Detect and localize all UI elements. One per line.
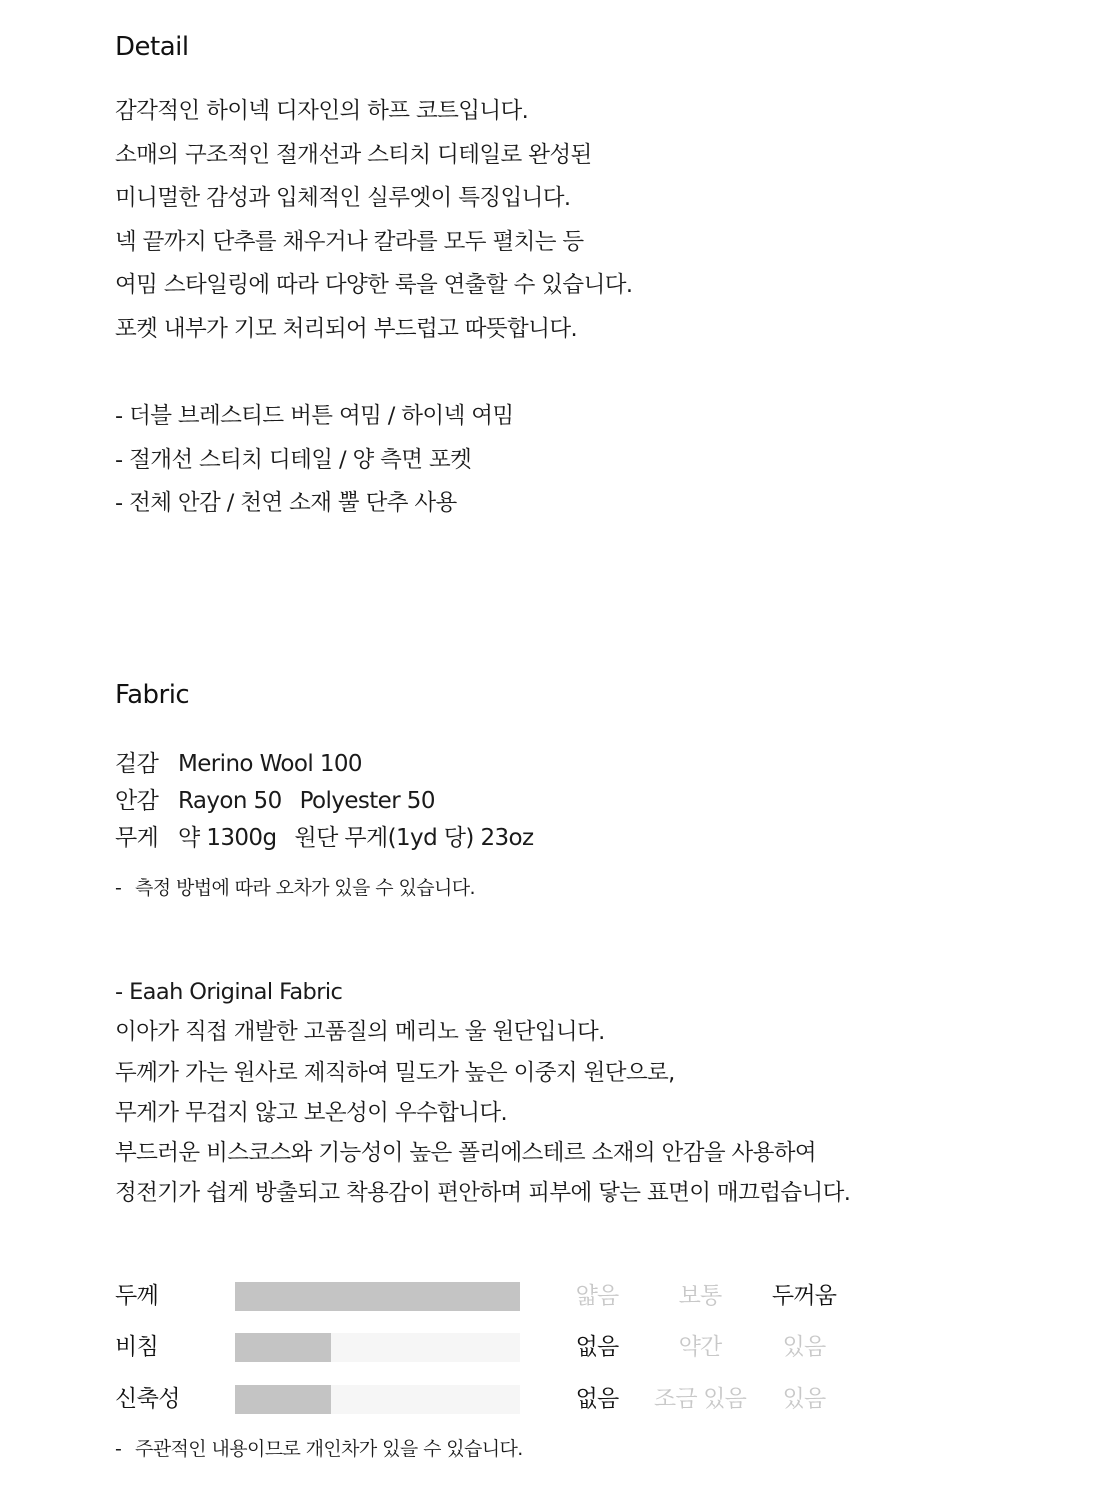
- spec-label: 안감: [115, 788, 159, 814]
- feel-label: 비침: [115, 1334, 159, 1360]
- detail-description: [115, 90, 632, 352]
- note-dash: -: [115, 1438, 122, 1460]
- feel-bar-fill: [235, 1333, 331, 1362]
- feel-option: 보통: [678, 1283, 722, 1309]
- feel-bar-fill: [235, 1385, 331, 1414]
- spec-value: Polyester 50: [299, 788, 435, 814]
- feel-bar: [235, 1385, 520, 1414]
- fabric-section-title: Fabric: [115, 680, 190, 710]
- feel-option: 약간: [678, 1334, 722, 1360]
- note-dash: -: [115, 877, 122, 899]
- original-fabric-block: [115, 972, 850, 1214]
- original-fabric-line: 무게가 무겁지 않고 보온성이 우수합니다.: [115, 1099, 508, 1126]
- feel-bar: [235, 1282, 520, 1311]
- spec-value: 약 1300g: [178, 825, 277, 851]
- original-fabric-line: 두께가 가는 원사로 제직하여 밀도가 높은 이중지 원단으로,: [115, 1059, 675, 1086]
- detail-feature-list: [115, 395, 514, 526]
- spec-value: 원단 무게(1yd 당) 23oz: [294, 825, 534, 851]
- description-line: 포켓 내부가 기모 처리되어 부드럽고 따뜻합니다.: [115, 315, 578, 342]
- note-text: 측정 방법에 따라 오차가 있을 수 있습니다.: [135, 877, 475, 899]
- feature-item: - 더블 브레스티드 버튼 여밈 / 하이넥 여밈: [115, 403, 514, 429]
- description-line: 소매의 구조적인 절개선과 스티치 디테일로 완성된: [115, 141, 592, 168]
- feel-label: 신축성: [115, 1386, 180, 1412]
- feel-option: 있음: [782, 1334, 826, 1360]
- spec-value: Merino Wool 100: [178, 751, 362, 777]
- feel-option: 없음: [575, 1386, 619, 1412]
- description-line: 넥 끝까지 단추를 채우거나 칼라를 모두 펼치는 등: [115, 228, 584, 255]
- spec-row-weight: [115, 820, 552, 857]
- description-line: 미니멀한 감성과 입체적인 실루엣이 특징입니다.: [115, 185, 571, 212]
- subjective-note: [115, 1435, 523, 1463]
- original-fabric-heading: - Eaah Original Fabric: [115, 979, 343, 1005]
- feel-option: 조금 있음: [653, 1386, 747, 1412]
- feel-row-sheerness: [115, 1333, 875, 1363]
- feature-item: - 전체 안감 / 천연 소재 뿔 단추 사용: [115, 490, 457, 517]
- spec-label: 겉감: [115, 751, 159, 777]
- spec-label: 무게: [115, 825, 159, 851]
- original-fabric-line: 정전기가 쉽게 방출되고 착용감이 편안하며 피부에 닿는 표면이 매끄럽습니다.: [115, 1180, 851, 1207]
- feel-option: 있음: [782, 1386, 826, 1412]
- description-line: 여밈 스타일링에 따라 다양한 룩을 연출할 수 있습니다.: [115, 272, 633, 299]
- original-fabric-line: 이아가 직접 개발한 고품질의 메리노 울 원단입니다.: [115, 1019, 605, 1046]
- feel-bar: [235, 1333, 520, 1362]
- measurement-note: [115, 874, 475, 902]
- spec-value: Rayon 50: [178, 788, 282, 814]
- feel-option: 두꺼움: [771, 1283, 837, 1309]
- description-line: 감각적인 하이넥 디자인의 하프 코트입니다.: [115, 98, 529, 124]
- note-text: 주관적인 내용이므로 개인차가 있을 수 있습니다.: [135, 1438, 523, 1460]
- spec-row-outer: [115, 746, 552, 783]
- feel-row-thickness: [115, 1282, 875, 1312]
- spec-row-lining: [115, 783, 552, 820]
- feel-bar-fill: [235, 1282, 520, 1311]
- feature-item: - 절개선 스티치 디테일 / 양 측면 포켓: [115, 446, 472, 473]
- feel-row-stretch: [115, 1385, 875, 1415]
- detail-section-title: Detail: [115, 32, 189, 62]
- feel-option: 얇음: [575, 1283, 619, 1309]
- feel-option: 없음: [575, 1334, 619, 1360]
- fabric-spec-table: [115, 746, 552, 857]
- feel-label: 두께: [115, 1283, 159, 1309]
- original-fabric-line: 부드러운 비스코스와 기능성이 높은 폴리에스테르 소재의 안감을 사용하여: [115, 1140, 817, 1167]
